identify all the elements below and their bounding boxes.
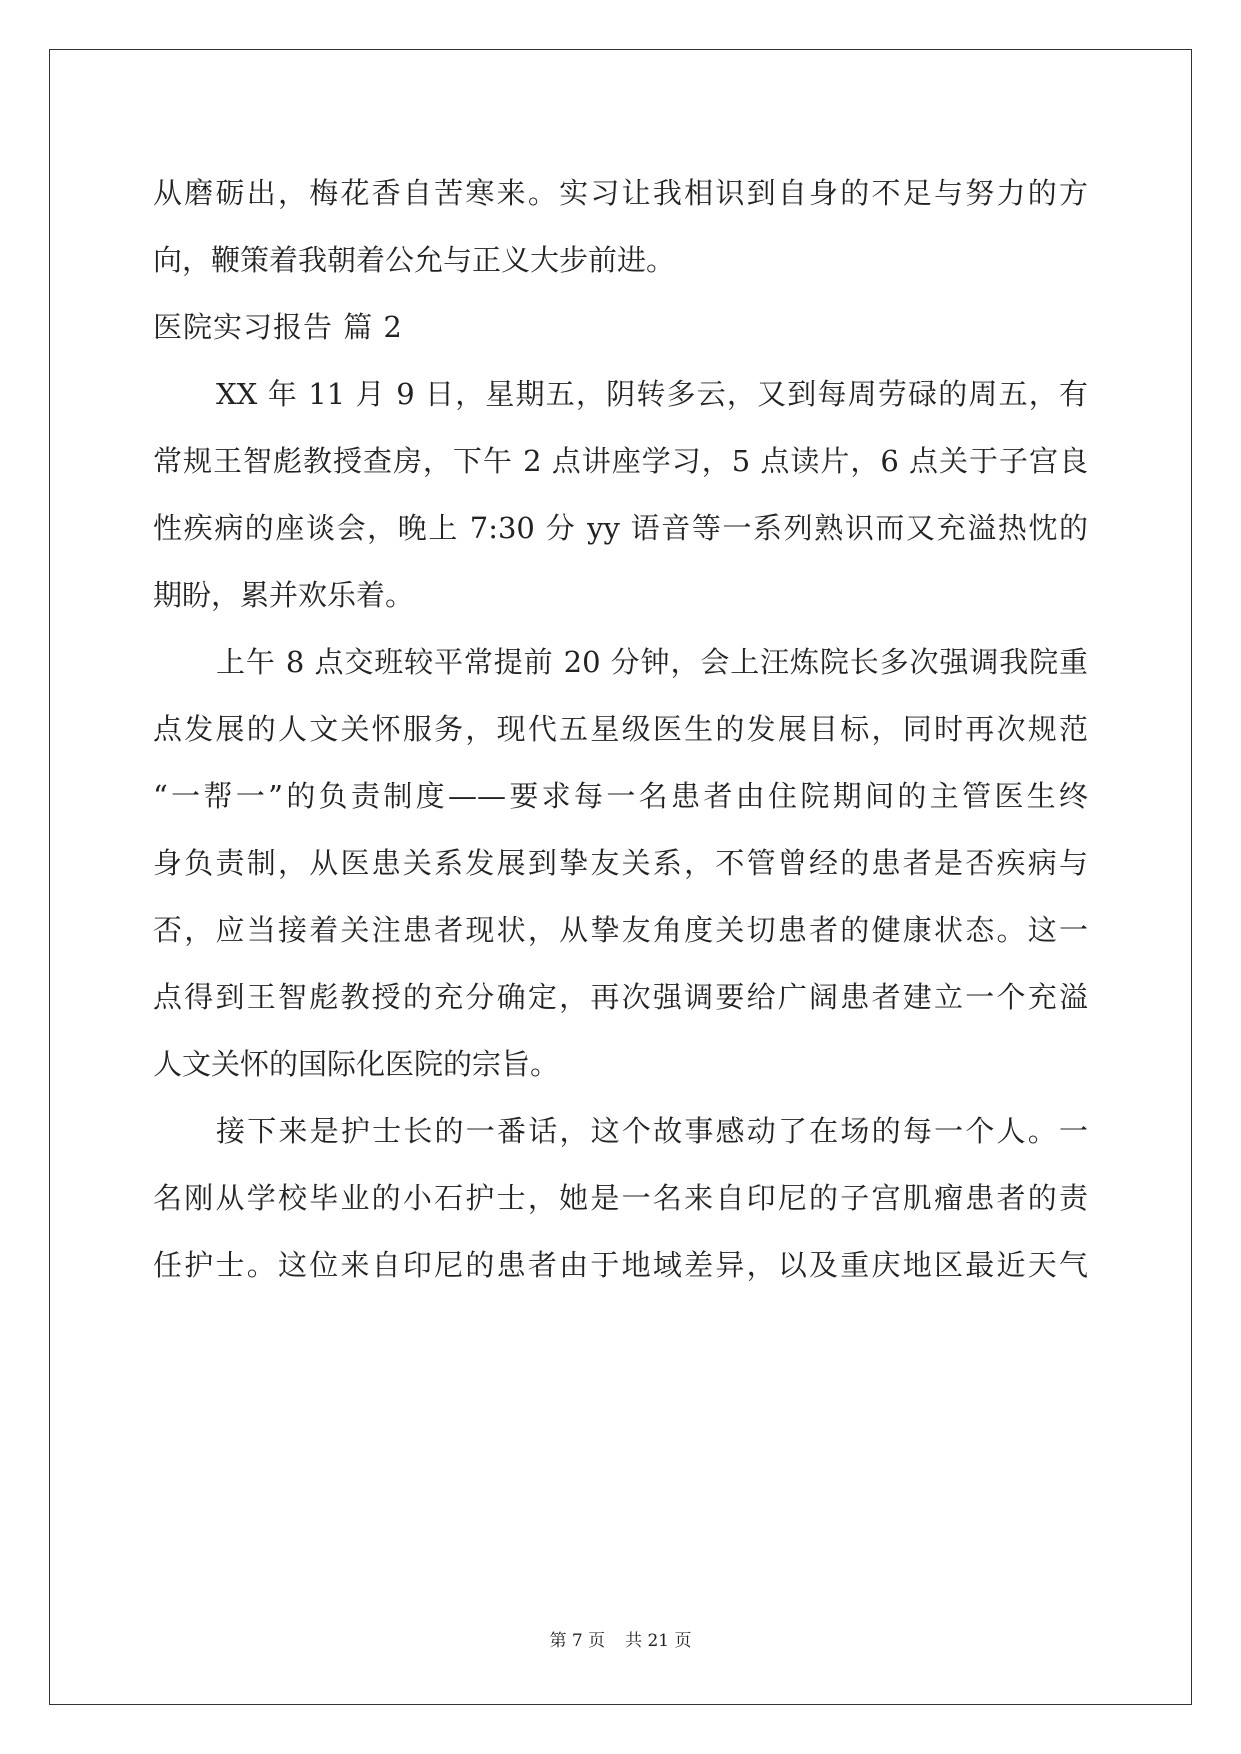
document-body bbox=[153, 160, 1088, 1299]
paragraph-first-line: XX 年 11 月 9 日，星期五，阴转多云，又到每周劳碌的周五，有 bbox=[216, 377, 1088, 411]
text-line: 期盼，累并欢乐着。 bbox=[153, 578, 415, 612]
paragraph-first-line: 接下来是护士长的一番话，这个故事感动了在场的每一个人。一 bbox=[216, 1114, 1088, 1148]
page-footer bbox=[0, 1626, 1241, 1651]
paragraph-first-line: 上午 8 点交班较平常提前 20 分钟，会上汪炼院长多次强调我院重 bbox=[216, 645, 1088, 679]
text-line: 否，应当接着关注患者现状，从挚友角度关切患者的健康状态。这一 bbox=[153, 913, 1088, 947]
text-line: 任护士。这位来自印尼的患者由于地域差异，以及重庆地区最近天气 bbox=[153, 1248, 1088, 1282]
section-heading: 医院实习报告 篇 2 bbox=[153, 310, 403, 344]
text-line: 点发展的人文关怀服务，现代五星级医生的发展目标，同时再次规范 bbox=[153, 712, 1088, 746]
total-pages: 共 21 页 bbox=[625, 1631, 692, 1651]
text-line: 从磨砺出，梅花香自苦寒来。实习让我相识到自身的不足与努力的方 bbox=[153, 176, 1088, 210]
text-line: 性疾病的座谈会，晚上 7:30 分 yy 语音等一系列熟识而又充溢热忱的 bbox=[153, 511, 1088, 545]
text-line: 身负责制，从医患关系发展到挚友关系，不管曾经的患者是否疾病与 bbox=[153, 846, 1088, 880]
text-line: 向，鞭策着我朝着公允与正义大步前进。 bbox=[153, 243, 676, 277]
text-line: 点得到王智彪教授的充分确定，再次强调要给广阔患者建立一个充溢 bbox=[153, 980, 1088, 1014]
text-line: 人文关怀的国际化医院的宗旨。 bbox=[153, 1047, 560, 1081]
text-line: 名刚从学校毕业的小石护士，她是一名来自印尼的子宫肌瘤患者的责 bbox=[153, 1181, 1088, 1215]
text-line: 常规王智彪教授查房，下午 2 点讲座学习，5 点读片，6 点关于子宫良 bbox=[153, 444, 1088, 478]
text-line: “一帮一”的负责制度——要求每一名患者由住院期间的主管医生终 bbox=[153, 779, 1088, 813]
page-number: 第 7 页 bbox=[549, 1631, 606, 1651]
